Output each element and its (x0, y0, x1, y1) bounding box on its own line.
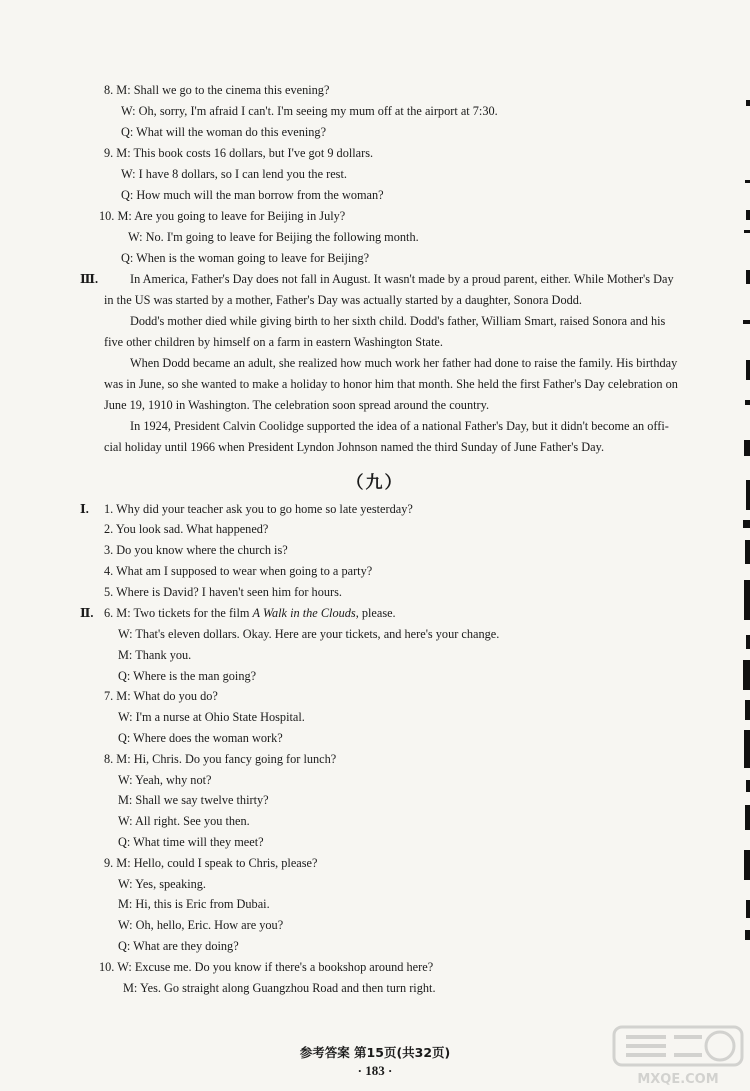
page-footer-title: 参考答案 第15页(共32页) (299, 1045, 451, 1060)
dialogue-line: W: Yeah, why not? (118, 773, 212, 787)
watermark-text: MXQE.COM (637, 1072, 719, 1087)
dialogue-line: 9. M: Hello, could I speak to Chris, please? (104, 856, 318, 870)
dialogue-text: 6. M: Two tickets for the film (104, 606, 253, 620)
scan-edge-marks (740, 60, 750, 990)
passage-line: In America, Father's Day does not fall in August. It wasn't made by a proud parent, either. While Mother's Day (130, 272, 674, 286)
section-marker: Ⅰ. (80, 502, 89, 516)
dialogue-line: W: Oh, sorry, I'm afraid I can't. I'm seeing my mum off at the airport at 7:30. (121, 104, 498, 118)
dialogue-line: 10. M: Are you going to leave for Beijing in July? (99, 209, 346, 223)
dialogue-line: 7. M: What do you do? (104, 689, 218, 703)
dialogue-text: , please. (355, 606, 396, 620)
passage-line: In 1924, President Calvin Coolidge supported the idea of a national Father's Day, but it didn't become an offi- (130, 419, 669, 433)
dialogue-line: Q: How much will the man borrow from the woman? (121, 188, 384, 202)
passage-line: June 19, 1910 in Washington. The celebration soon spread around the country. (104, 398, 490, 412)
section-marker: Ⅲ. (80, 272, 99, 286)
list-item: 1. Why did your teacher ask you to go home so late yesterday? (104, 502, 413, 516)
page-number: · 183 · (357, 1063, 393, 1078)
dialogue-line: 10. W: Excuse me. Do you know if there's a bookshop around here? (99, 960, 434, 974)
dialogue-line: M: Shall we say twelve thirty? (118, 793, 269, 807)
section-title: （九） (346, 473, 404, 493)
dialogue-line (104, 605, 396, 621)
dialogue-line: 9. M: This book costs 16 dollars, but I've got 9 dollars. (104, 146, 374, 160)
list-item: 5. Where is David? I haven't seen him for hours. (104, 585, 342, 599)
dialogue-line: Q: What are they doing? (118, 939, 239, 953)
dialogue-line: W: No. I'm going to leave for Beijing the following month. (128, 230, 419, 244)
dialogue-line: Q: What will the woman do this evening? (121, 125, 327, 139)
dialogue-line: Q: Where is the man going? (118, 669, 257, 683)
dialogue-line: M: Yes. Go straight along Guangzhou Road and then turn right. (123, 981, 436, 995)
dialogue-line: Q: Where does the woman work? (118, 731, 283, 745)
passage-line: When Dodd became an adult, she realized how much work her father had done to raise the family. His birthday (130, 356, 678, 370)
dialogue-line: W: That's eleven dollars. Okay. Here are your tickets, and here's your change. (118, 627, 500, 641)
dialogue-line: Q: What time will they meet? (118, 835, 264, 849)
list-item: 2. You look sad. What happened? (104, 522, 269, 536)
passage-line: Dodd's mother died while giving birth to her sixth child. Dodd's father, William Smart, raised Sonora and his (130, 314, 666, 328)
passage-line: in the US was started by a mother, Father's Day was actually started by a daughter, Sonora Dodd. (104, 293, 582, 307)
dialogue-line: W: I'm a nurse at Ohio State Hospital. (118, 710, 305, 724)
dialogue-line: W: All right. See you then. (118, 814, 250, 828)
dialogue-line: 8. M: Hi, Chris. Do you fancy going for lunch? (104, 752, 337, 766)
dialogue-line: M: Thank you. (118, 648, 192, 662)
dialogue-line: W: Yes, speaking. (118, 877, 207, 891)
dialogue-line: W: I have 8 dollars, so I can lend you the rest. (121, 167, 347, 181)
dialogue-line: W: Oh, hello, Eric. How are you? (118, 918, 284, 932)
list-item: 3. Do you know where the church is? (104, 543, 288, 557)
list-item: 4. What am I supposed to wear when going to a party? (104, 564, 373, 578)
film-title: A Walk in the Clouds (252, 606, 356, 620)
section-marker: Ⅱ. (80, 606, 94, 620)
dialogue-line: M: Hi, this is Eric from Dubai. (118, 897, 270, 911)
passage-line: was in June, so she wanted to make a holiday to honor him that month. She held the first Father's Day celebration on (104, 377, 678, 391)
passage-line: cial holiday until 1966 when President Lyndon Johnson named the third Sunday of June Father's Day. (104, 440, 605, 454)
watermark-logo (612, 1023, 744, 1087)
dialogue-line: Q: When is the woman going to leave for Beijing? (121, 251, 370, 265)
passage-line: five other children by himself on a farm in eastern Washington State. (104, 335, 443, 349)
dialogue-line: 8. M: Shall we go to the cinema this evening? (104, 83, 330, 97)
